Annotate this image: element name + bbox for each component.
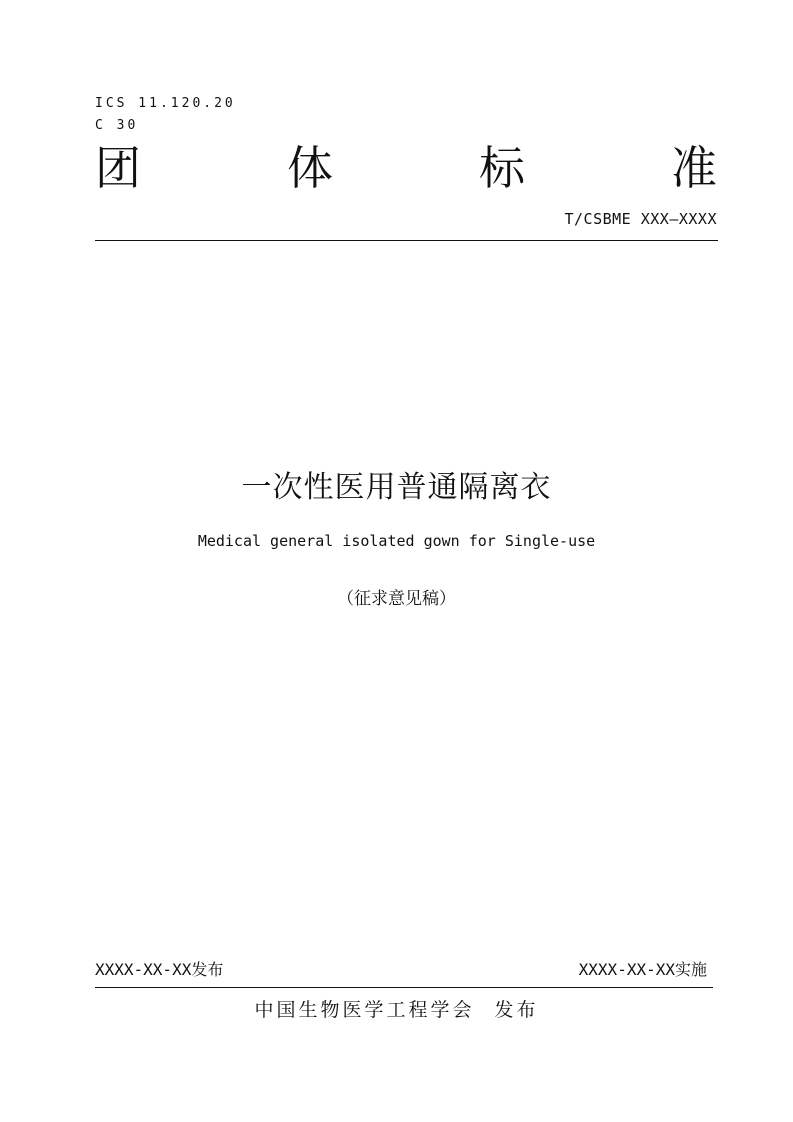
standard-type-char: 准 bbox=[671, 141, 717, 195]
header-divider bbox=[95, 240, 718, 241]
draft-status: （征求意见稿） bbox=[337, 589, 456, 609]
footer-divider bbox=[95, 987, 713, 988]
standard-type-char: 标 bbox=[479, 141, 525, 195]
standard-number: T/CSBME XXX—XXXX bbox=[564, 210, 717, 228]
standard-type-char: 体 bbox=[287, 141, 333, 195]
ics-code: ICS 11.120.20 bbox=[95, 96, 236, 111]
document-subtitle-en: Medical general isolated gown for Single-use bbox=[197, 532, 596, 550]
publisher bbox=[0, 995, 793, 1022]
ccs-code: C 30 bbox=[95, 118, 139, 133]
standard-type-title bbox=[95, 138, 717, 198]
publisher-suffix: 发布 bbox=[494, 999, 539, 1021]
standard-type-char: 团 bbox=[95, 141, 141, 195]
implementation-date: XXXX-XX-XX实施 bbox=[578, 960, 707, 979]
document-title: 一次性医用普通隔离衣 bbox=[241, 470, 552, 505]
publisher-name: 中国生物医学工程学会 bbox=[254, 999, 475, 1021]
issue-date: XXXX-XX-XX发布 bbox=[95, 960, 224, 979]
